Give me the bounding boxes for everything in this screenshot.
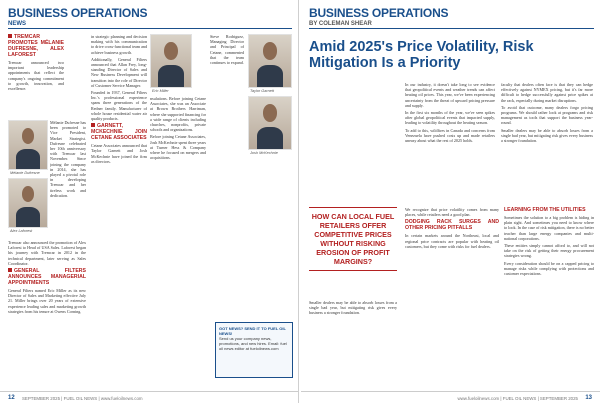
byline: BY COLEMAN SHEAR	[309, 21, 372, 27]
right-col2	[501, 82, 593, 200]
photo-mckechnie	[248, 96, 292, 150]
paragraph: faculty that dealers often face is that they can hedge effectively against NYMEX pricing, but it's far more difficult to hedge successfully against price spikes at the rack, especially during market disruptions.	[501, 82, 593, 103]
paragraph: These entities simply cannot afford to, and will not take on the risk of getting their energy procurement strategies wrong.	[504, 243, 594, 259]
article-title: Amid 2025's Price Volatility, Risk Mitigation Is a Priority	[309, 39, 534, 71]
paragraph: Tremcar also announced the promotion of Alex Laforest to Head of USA Sales. Laforest began his journey with Tremcar in 2012 in the technical department, later serving as Sales Coordinator.	[8, 240, 86, 266]
article-heading: GENERAL FILTERS ANNOUNCES MANAGERIAL APPOINTMENTS	[8, 268, 86, 287]
paragraph: Before joining Cetane Associates, Josh McKechnie spent three years at Turner Hess & Company where he focused on mergers and acquisitions.	[150, 134, 206, 161]
paragraph: In our industry, it doesn't take long to see evidence that geopolitical events and weather trends can affect heating oil prices. This year, we've been experiencing uncertainty from the threat of upward pricing pressure and supply.	[405, 82, 495, 108]
paragraph: Every consideration should be on a capped pricing to manage risks while complying with protections and customer expectations.	[504, 260, 594, 277]
left-col2	[91, 34, 147, 390]
footer-text: www.fueloilnews.com | FUEL OIL NEWS | SEPTEMBER 2025	[457, 396, 578, 401]
tip-title: GOT NEWS? SEND IT TO FUEL OIL NEWS!	[219, 326, 286, 336]
photo-dufresne	[8, 120, 48, 170]
paragraph: Sometimes the solution to a big problem is hiding in plain sight. And sometimes you need to know where to look. In the case of risk mitigation, there is no better teacher than large energy companies and multi-national corporations.	[504, 215, 594, 241]
paragraph: General Filters named Eric Miller as its new Director of Sales and Marketing effective July 21. Miller brings over 20 years of extensive experience leading sales and marketing growth strategies from his tenure at Owens Corning.	[8, 288, 86, 314]
paragraph: Mélanie Dufresne has been promoted to Vice President, Market Strategist. Dufresne celebrated her 10th anniversary with Tremcar last November. Since joining the company in 2014, she has played a pivotal role in developing Tremcar and her tireless work and dedication.	[50, 120, 86, 198]
right-col3	[405, 207, 499, 387]
header-rule	[8, 28, 292, 29]
photo-laforest	[8, 178, 48, 228]
page-number: 12	[8, 395, 15, 401]
paragraph: in strategic planning and decision making with his communication to drive cross-functional team and achieve business growth.	[91, 34, 147, 55]
page-number: 13	[585, 395, 592, 401]
article-heading: GARNETT, MCKECHNIE JOIN CETANE ASSOCIATES	[91, 123, 147, 142]
right-col1	[405, 82, 495, 200]
paragraph: In the first six months of the year, we've seen spikes after global geopolitical events that impacted supply, leading to volatility throughout the heating season.	[405, 110, 495, 126]
left-col1-bottom	[8, 240, 86, 388]
photo-caption: Taylor Garnett	[250, 89, 274, 93]
paragraph: Smaller dealers may be able to absorb losses from a single bad year, but mitigating risk gives every business a stronger foundation.	[309, 300, 397, 316]
article-heading: LEARNING FROM THE UTILITIES	[504, 207, 586, 213]
left-col1-top	[8, 34, 64, 120]
sub-header: NEWS	[8, 21, 26, 27]
article-heading: TREMCAR PROMOTES MÉLANIE DUFRESNE, ALEX LAFOREST	[8, 34, 64, 58]
footer	[301, 391, 600, 403]
paragraph: To add to this, wildfires in Canada and concerns from Venezuela have pushed costs up and made retailers uneasy about what the rest of 2025 holds.	[405, 127, 495, 144]
paragraph: Additionally, General Filters announced that Allan Frey, long-standing Director of Sales and New Business Development will transition into the role of Director of Customer Service Manager.	[91, 56, 147, 88]
photo-garnett	[248, 34, 292, 88]
right-col4	[504, 207, 594, 387]
photo-caption: Alex Laforest	[10, 229, 33, 233]
left-page	[0, 0, 299, 403]
photo-caption: Eric Miller	[152, 89, 169, 93]
paragraph: Tremcar announced two important leadership appointments that reflect the company's ongoing commitment to growth, innovation, and excellence.	[8, 60, 64, 92]
right-page	[301, 0, 600, 403]
section-header: BUSINESS OPERATIONS	[8, 6, 148, 20]
article-heading: DODGING RACK SURGES AND OTHER PRICING PITFALLS	[405, 219, 499, 232]
header-rule	[309, 28, 594, 29]
photo-caption: Josh McKechnie	[250, 151, 278, 155]
paragraph: To avoid that outcome, many dealers forgo pricing programs. We should rather look at programs and risk management as tools that support the business year-round.	[501, 104, 593, 126]
paragraph: We recognize that price volatility comes from many places, while retailers need a good plan.	[405, 207, 499, 218]
paragraph: nsulations. Before joining Cetane Associates, she was an Associate at Brown Brothers Harriman, where she supported financing for a wide range of clients including churches, nonprofits, private schools and organizations.	[150, 96, 206, 133]
news-tip-box	[215, 322, 293, 378]
paragraph: Smaller dealers may be able to absorb losses from a single bad year, but mitigating risk gives every business a stronger foundation.	[501, 127, 593, 144]
photo-caption: Mélanie Dufresne	[10, 171, 40, 175]
tip-text: Send us your company news, promotions, and new hires. Email: fuel oil news editor at fueloilnews.com	[219, 336, 287, 351]
paragraph: Cetane Associates announced that Taylor Garnett and Josh McKechnie have joined the firm as directors.	[91, 143, 147, 164]
paragraph: Steve Rodriguez, Managing Director and Principal of Cetane, commented that the team continues to expand.	[210, 34, 244, 66]
left-col1-side	[50, 120, 86, 240]
pull-quote: HOW CAN LOCAL FUEL RETAILERS OFFER COMPETITIVE PRICES WITHOUT RISKING EROSION OF PROFIT MARGINS?	[309, 207, 397, 271]
photo-miller	[150, 34, 192, 88]
left-col4	[210, 34, 244, 240]
left-col3	[150, 96, 206, 390]
section-header: BUSINESS OPERATIONS	[309, 6, 449, 20]
right-col3b	[309, 300, 397, 388]
footer	[0, 391, 298, 403]
paragraph: In certain markets around the Northeast, local and regional price contracts are popular with heating oil customers, but they come with risks for fuel dealers.	[405, 233, 499, 249]
paragraph: Founded in 1937, General Filters Inc.'s professional experience spans three generations of the Redner family. Manufacturer of whole house residential water air quality products.	[91, 90, 147, 122]
footer-text: SEPTEMBER 2025 | FUEL OIL NEWS | www.fueloilnews.com	[22, 396, 143, 401]
